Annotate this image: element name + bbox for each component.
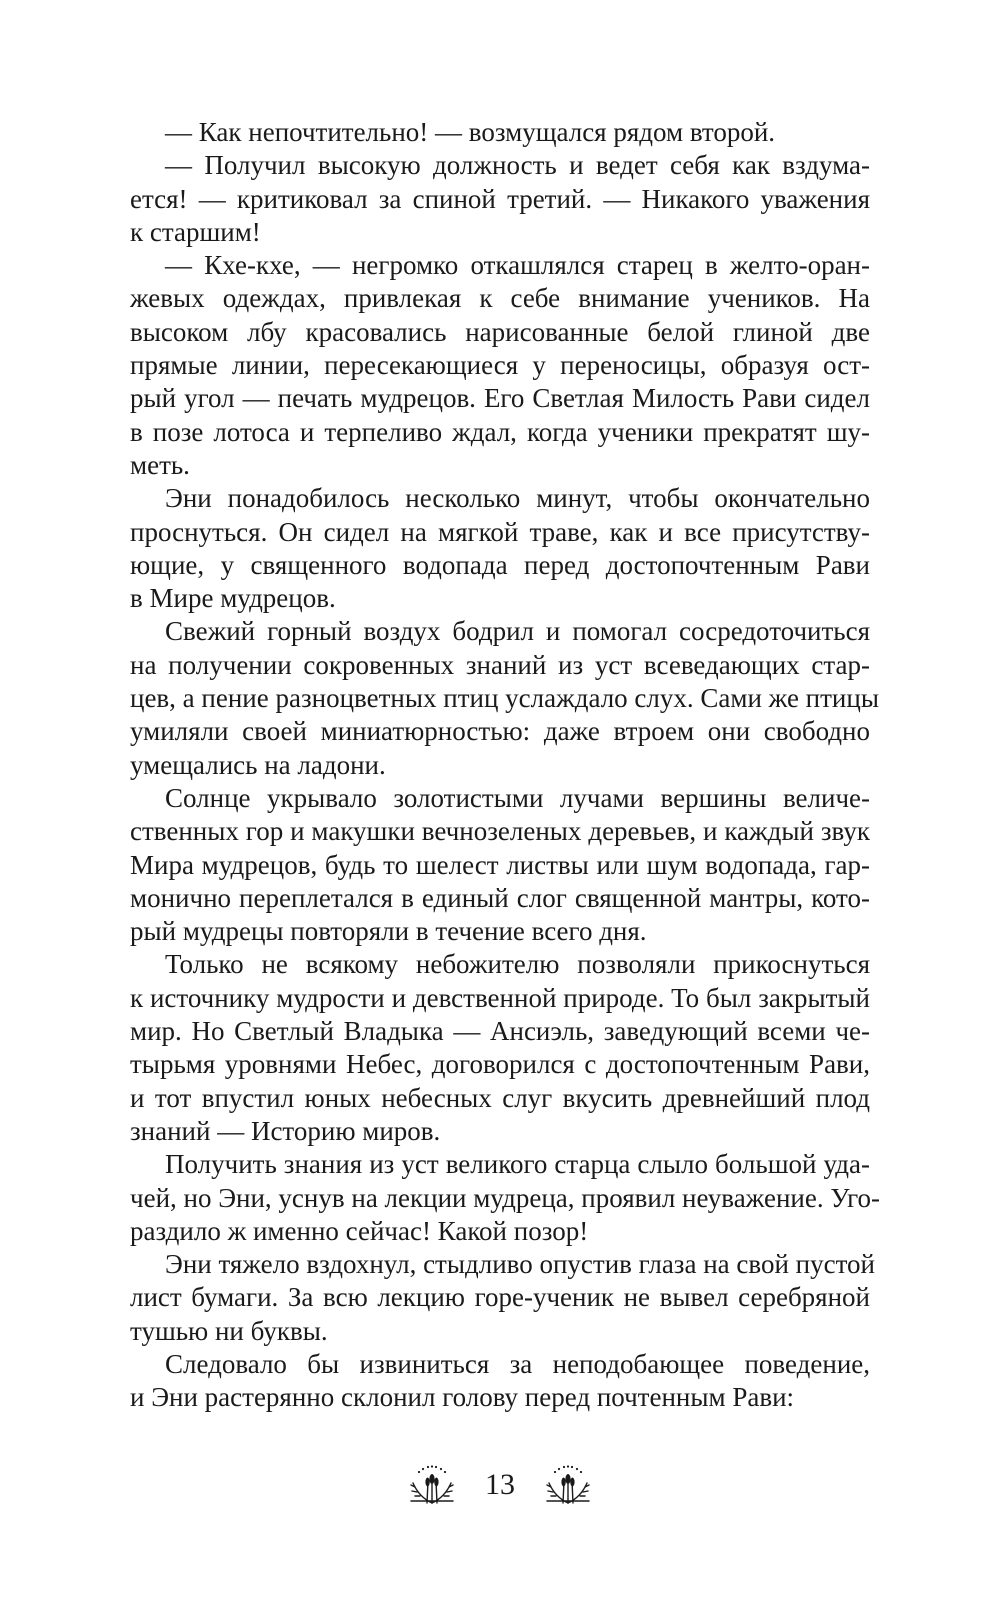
text-line: — Получил высокую должность и ведет себя как вздума- (165, 150, 870, 181)
wheat-sheaf-icon (405, 1463, 459, 1507)
text-line: рый угол — печать мудрецов. Его Светлая Милость Рави сидел (130, 383, 870, 414)
text-line: рый мудрецы повторяли в течение всего дня. (130, 916, 647, 947)
text-line: мир. Но Светлый Владыка — Ансиэль, заведующий всеми че- (130, 1016, 870, 1047)
text-line: прямые линии, пересекающиеся у переносицы, образуя ост- (130, 350, 870, 381)
text-line: — Как непочтительно! — возмущался рядом второй. (165, 117, 776, 147)
text-line: Эни понадобилось несколько минут, чтобы окончательно (165, 483, 870, 514)
text-line: на получении сокровенных знаний из уст всеведающих стар- (130, 649, 870, 680)
text-line: лист бумаги. За всю лекцию горе-ученик не вывел серебряной (130, 1282, 870, 1313)
text-line: монично переплетался в единый слог священной мантры, кото- (130, 882, 870, 913)
text-line: жевых одеждах, привлекая к себе внимание учеников. На (130, 283, 870, 314)
text-line: знаний — Историю миров. (130, 1115, 441, 1146)
text-line: цев, а пение разноцветных птиц услаждало слух. Сами же птицы (130, 683, 879, 714)
text-line: Свежий горный воздух бодрил и помогал сосредоточиться (165, 616, 870, 647)
text-line: чей, но Эни, уснув на лекции мудреца, проявил неуважение. Уго- (130, 1182, 880, 1213)
text-line: ющие, у священного водопада перед достопочтенным Рави (130, 549, 870, 580)
text-line: Эни тяжело вздохнул, стыдливо опустив глаза на свой пустой (165, 1249, 875, 1280)
text-line: Солнце укрывало золотистыми лучами вершины величе- (165, 782, 870, 813)
text-line: раздило ж именно сейчас! Какой позор! (130, 1215, 589, 1246)
text-line: Только не всякому небожителю позволяли прикоснуться (165, 949, 870, 980)
page-number: 13 (485, 1468, 515, 1501)
text-line: и тот впустил юных небесных слуг вкусить древнейший плод (130, 1082, 870, 1113)
text-line: ется! — критиковал за спиной третий. — Никакого уважения (130, 183, 870, 214)
page-body-text (130, 116, 880, 1415)
text-line: в Мире мудрецов. (130, 583, 336, 614)
text-line: Мира мудрецов, будь то шелест листвы или шум водопада, гар- (130, 849, 870, 880)
wheat-sheaf-icon (541, 1463, 595, 1507)
text-line: Получить знания из уст великого старца слыло большой уда- (165, 1149, 870, 1180)
text-line: тырьмя уровнями Небес, договорился с достопочтенным Рави, (130, 1049, 870, 1080)
text-line: высоком лбу красовались нарисованные белой глиной две (130, 316, 870, 347)
text-line: ственных гор и макушки вечнозеленых деревьев, и каждый звук (130, 816, 870, 847)
text-line: Следовало бы извиниться за неподобающее поведение, (165, 1348, 870, 1379)
text-line: умещались на ладони. (130, 749, 386, 780)
text-line: тушью ни буквы. (130, 1315, 328, 1346)
text-line: умиляли своей миниатюрностью: даже втроем они свободно (130, 716, 870, 747)
text-line: и Эни растерянно склонил голову перед почтенным Рави: (130, 1382, 795, 1413)
text-line: в позе лотоса и терпеливо ждал, когда ученики прекратят шу- (130, 416, 870, 447)
page-footer (0, 1460, 1000, 1510)
text-line: к источнику мудрости и девственной природе. То был закрытый (130, 982, 870, 1013)
text-line: меть. (130, 449, 190, 480)
text-line: проснуться. Он сидел на мягкой траве, как и все присутству- (130, 516, 870, 547)
text-line: — Кхе-кхе, — негромко откашлялся старец в желто-оран- (165, 250, 870, 281)
text-line: к старшим! (130, 216, 261, 247)
